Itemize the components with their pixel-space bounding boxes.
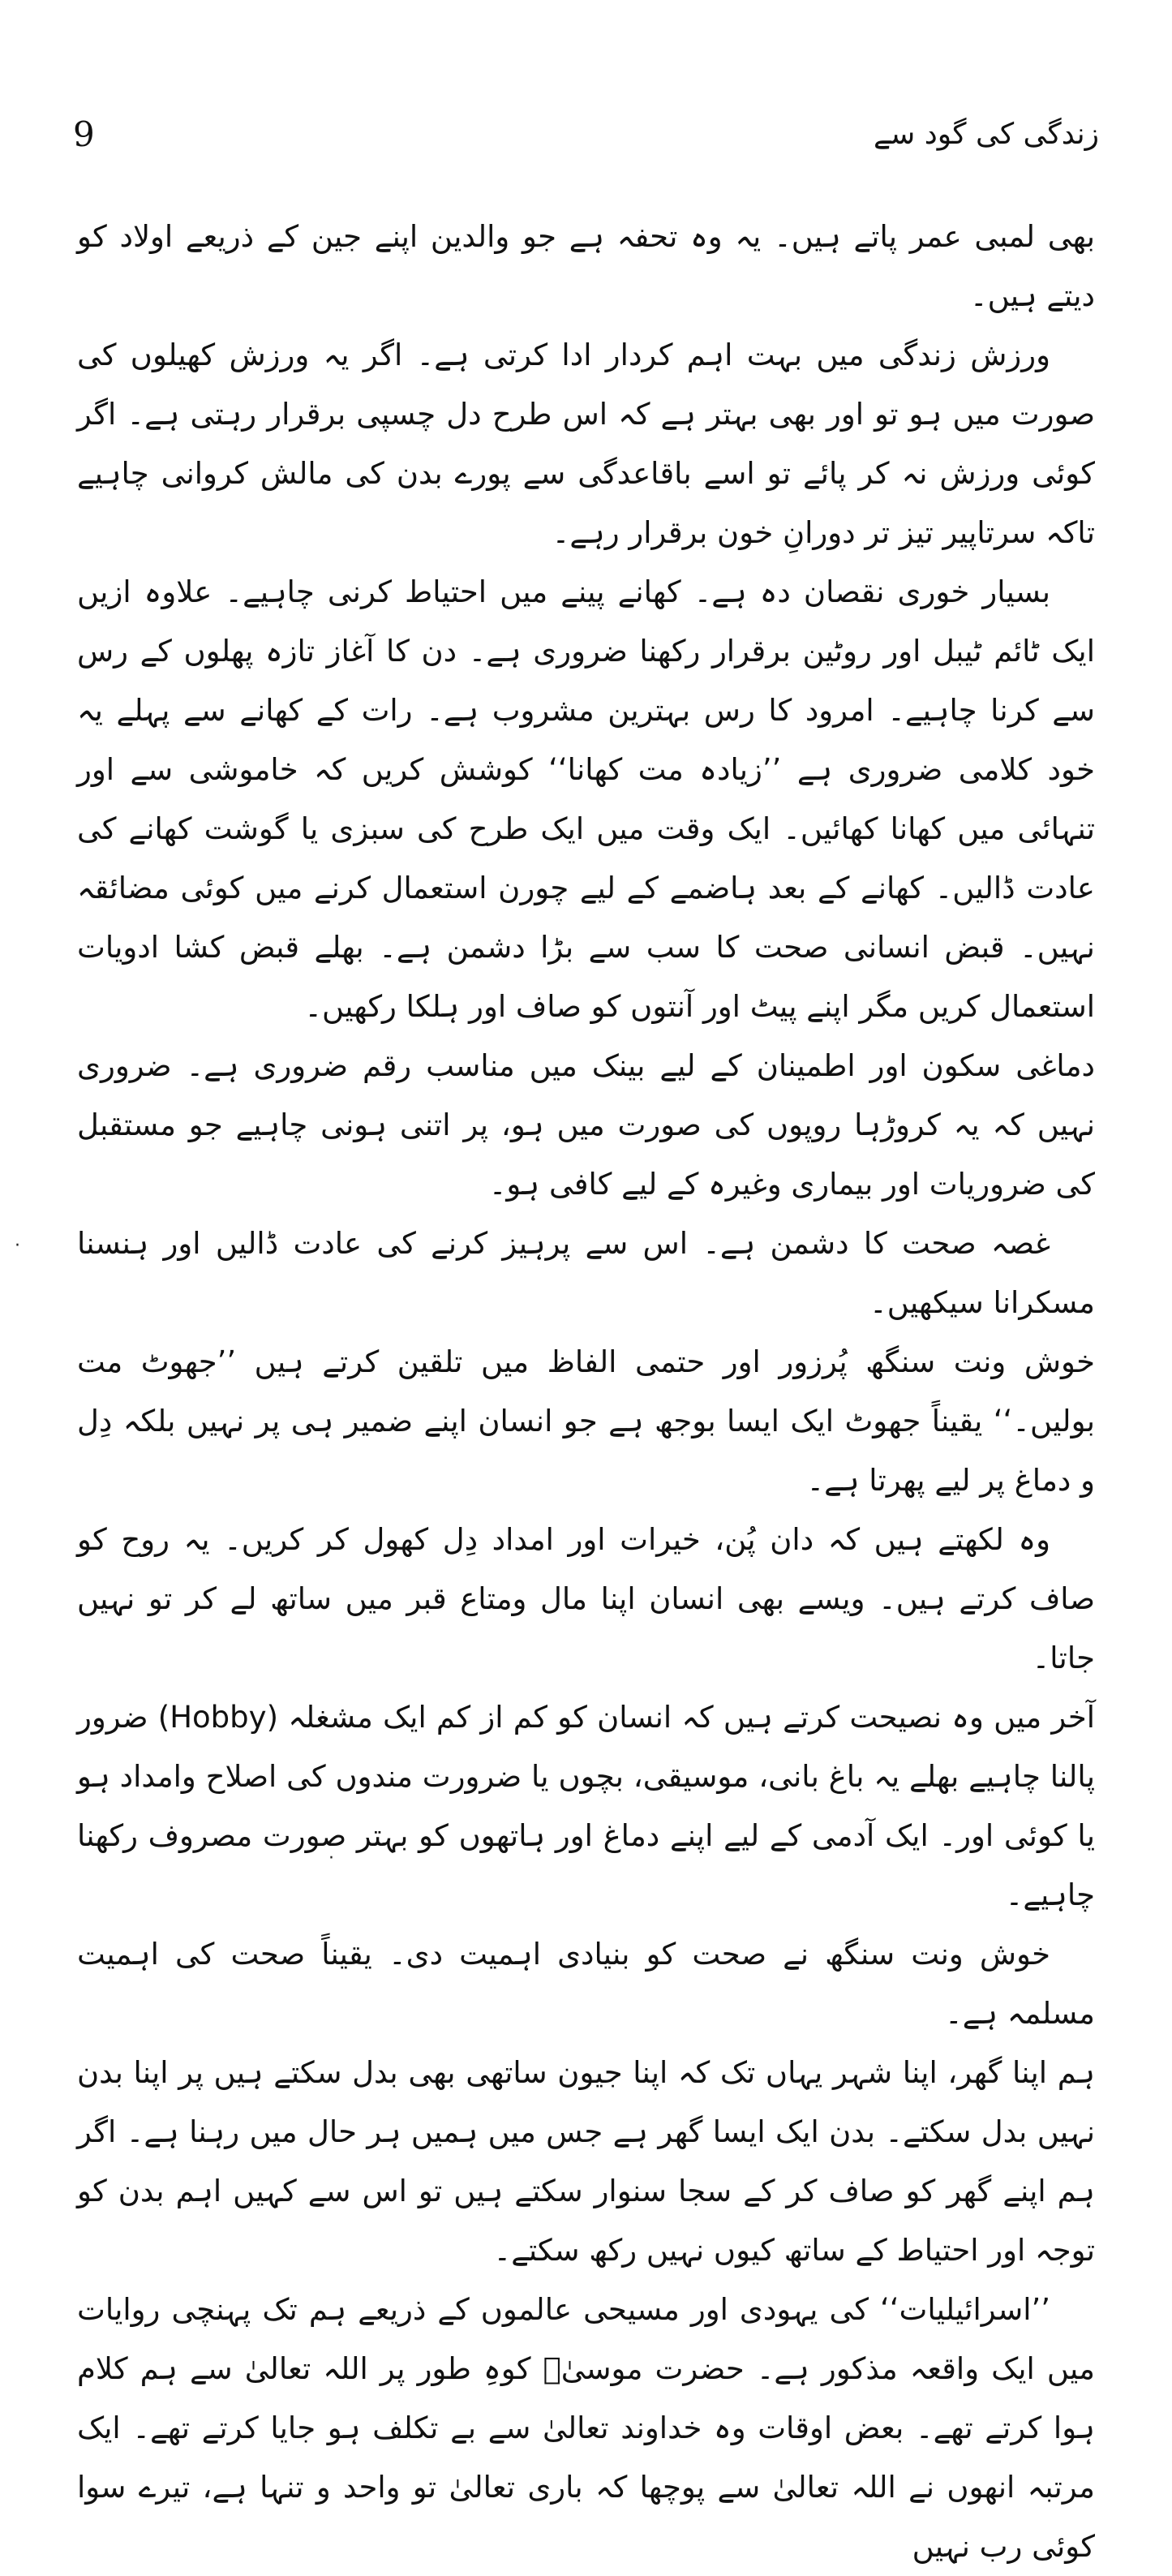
paragraph-diet: بسیار خوری نقصان دہ ہے۔ کھانے پینے میں احتیاط کرنی چاہیے۔ علاوہ ازیں ایک ٹائم ٹیبل اور روٹین برقرار رکھنا ضروری ہے۔ دن کا آغاز تازہ پھلوں کے رس سے کرنا چاہیے۔ امرود کا رس بہترین مشروب ہے۔ رات کے کھانے سے پہلے یہ خود کلامی ضروری ہے ’’زیادہ مت کھانا‘‘ کوشش کریں کہ خاموشی سے اور تنہائی میں کھانا کھائیں۔ ایک وقت میں ایک طرح کی سبزی یا گوشت کھانے کی عادت ڈالیں۔ کھانے کے بعد ہاضمے کے لیے چورن استعمال کرنے میں کوئی مضائقہ نہیں۔ قبض انسانی صحت کا سب سے بڑا دشمن ہے۔ بھلے قبض کشا ادویات استعمال کریں مگر اپنے پیٹ اور آنتوں کو صاف اور ہلکا رکھیں۔: [77, 574, 1095, 1024]
paragraph-israiliyat: ’’اسرائیلیات‘‘ کی یہودی اور مسیحی عالموں کے ذریعے ہم تک پہنچی روایات میں ایک واقعہ مذکور ہے۔ حضرت موسیٰؑ کوہِ طور پر اللہ تعالیٰ سے ہم کلام ہوا کرتے تھے۔ بعض اوقات وہ خداوند تعالیٰ سے بے تکلف ہو جایا کرتے تھے۔ ایک مرتبہ انھوں نے اللہ تعالیٰ سے پوچھا کہ باری تعالیٰ تو واحد و تنہا ہے، تیرے سوا کوئی رب نہیں: [77, 2292, 1095, 2564]
scan-speck: ·: [15, 1236, 20, 1256]
paragraph-truth: خوش ونت سنگھ پُرزور اور حتمی الفاظ میں تلقین کرتے ہیں ’’جھوٹ مت بولیں۔‘‘ یقیناً جھوٹ ایک ایسا بوجھ ہے جو انسان اپنے ضمیر ہی پر نہیں بلکہ دِل و دماغ پر لیے پھرتا ہے۔: [77, 1344, 1095, 1498]
scan-speck: ·: [328, 1848, 334, 1869]
paragraph-health: خوش ونت سنگھ نے صحت کو بنیادی اہمیت دی۔ یقیناً صحت کی اہمیت مسلمہ ہے۔: [77, 1937, 1095, 2031]
paragraph-hobby: آخر میں وہ نصیحت کرتے ہیں کہ انسان کو کم از کم ایک مشغلہ (Hobby) ضرور پالنا چاہیے بھلے یہ باغ بانی، موسیقی، بچوں یا ضرورت مندوں کی اصلاح وامداد ہو یا کوئی اور۔ ایک آدمی کے لیے اپنے دماغ اور ہاتھوں کو بہتر صورت مصروف رکھنا چاہیے۔: [77, 1700, 1095, 1912]
paragraph-body-house: ہم اپنا گھر، اپنا شہر یہاں تک کہ اپنا جیون ساتھی بھی بدل سکتے ہیں پر اپنا بدن نہیں بدل سکتے۔ بدن ایک ایسا گھر ہے جس میں ہمیں ہر حال میں رہنا ہے۔ اگر ہم اپنے گھر کو صاف کر کے سجا سنوار سکتے ہیں تو اس سے کہیں اہم بدن کو توجہ اور احتیاط کے ساتھ کیوں نہیں رکھ سکتے۔: [77, 2055, 1095, 2268]
running-title: زندگی کی گود سے: [874, 118, 1099, 151]
paragraph-charity: وہ لکھتے ہیں کہ دان پُن، خیرات اور امداد دِل کھول کر کریں۔ یہ روح کو صاف کرتے ہیں۔ ویسے بھی انسان اپنا مال ومتاع قبر میں ساتھ لے کر تو نہیں جاتا۔: [77, 1522, 1095, 1675]
paragraph-inheritance: بھی لمبی عمر پاتے ہیں۔ یہ وہ تحفہ ہے جو والدین اپنے جین کے ذریعے اولاد کو دیتے ہیں۔: [77, 219, 1095, 313]
paragraph-exercise: ورزش زندگی میں بہت اہم کردار ادا کرتی ہے۔ اگر یہ ورزش کھیلوں کی صورت میں ہو تو اور بھی بہتر ہے کہ اس طرح دل چسپی برقرار رہتی ہے۔ اگر کوئی ورزش نہ کر پائے تو اسے باقاعدگی سے پورے بدن کی مالش کروانی چاہیے تاکہ سرتاپیر تیز تر دورانِ خون برقرار رہے۔: [77, 338, 1095, 550]
paragraph-anger: غصہ صحت کا دشمن ہے۔ اس سے پرہیز کرنے کی عادت ڈالیں اور ہنسنا مسکرانا سیکھیں۔: [77, 1226, 1095, 1320]
page-header: [73, 110, 1099, 166]
paragraph-savings: دماغی سکون اور اطمینان کے لیے بینک میں مناسب رقم ضروری ہے۔ ضروری نہیں کہ یہ کروڑہا روپوں کی صورت میں ہو، پر اتنی ہونی چاہیے جو مستقبل کی ضروریات اور بیماری وغیرہ کے لیے کافی ہو۔: [77, 1048, 1095, 1202]
page-body: [77, 207, 1095, 2564]
page-number: 9: [73, 114, 95, 154]
